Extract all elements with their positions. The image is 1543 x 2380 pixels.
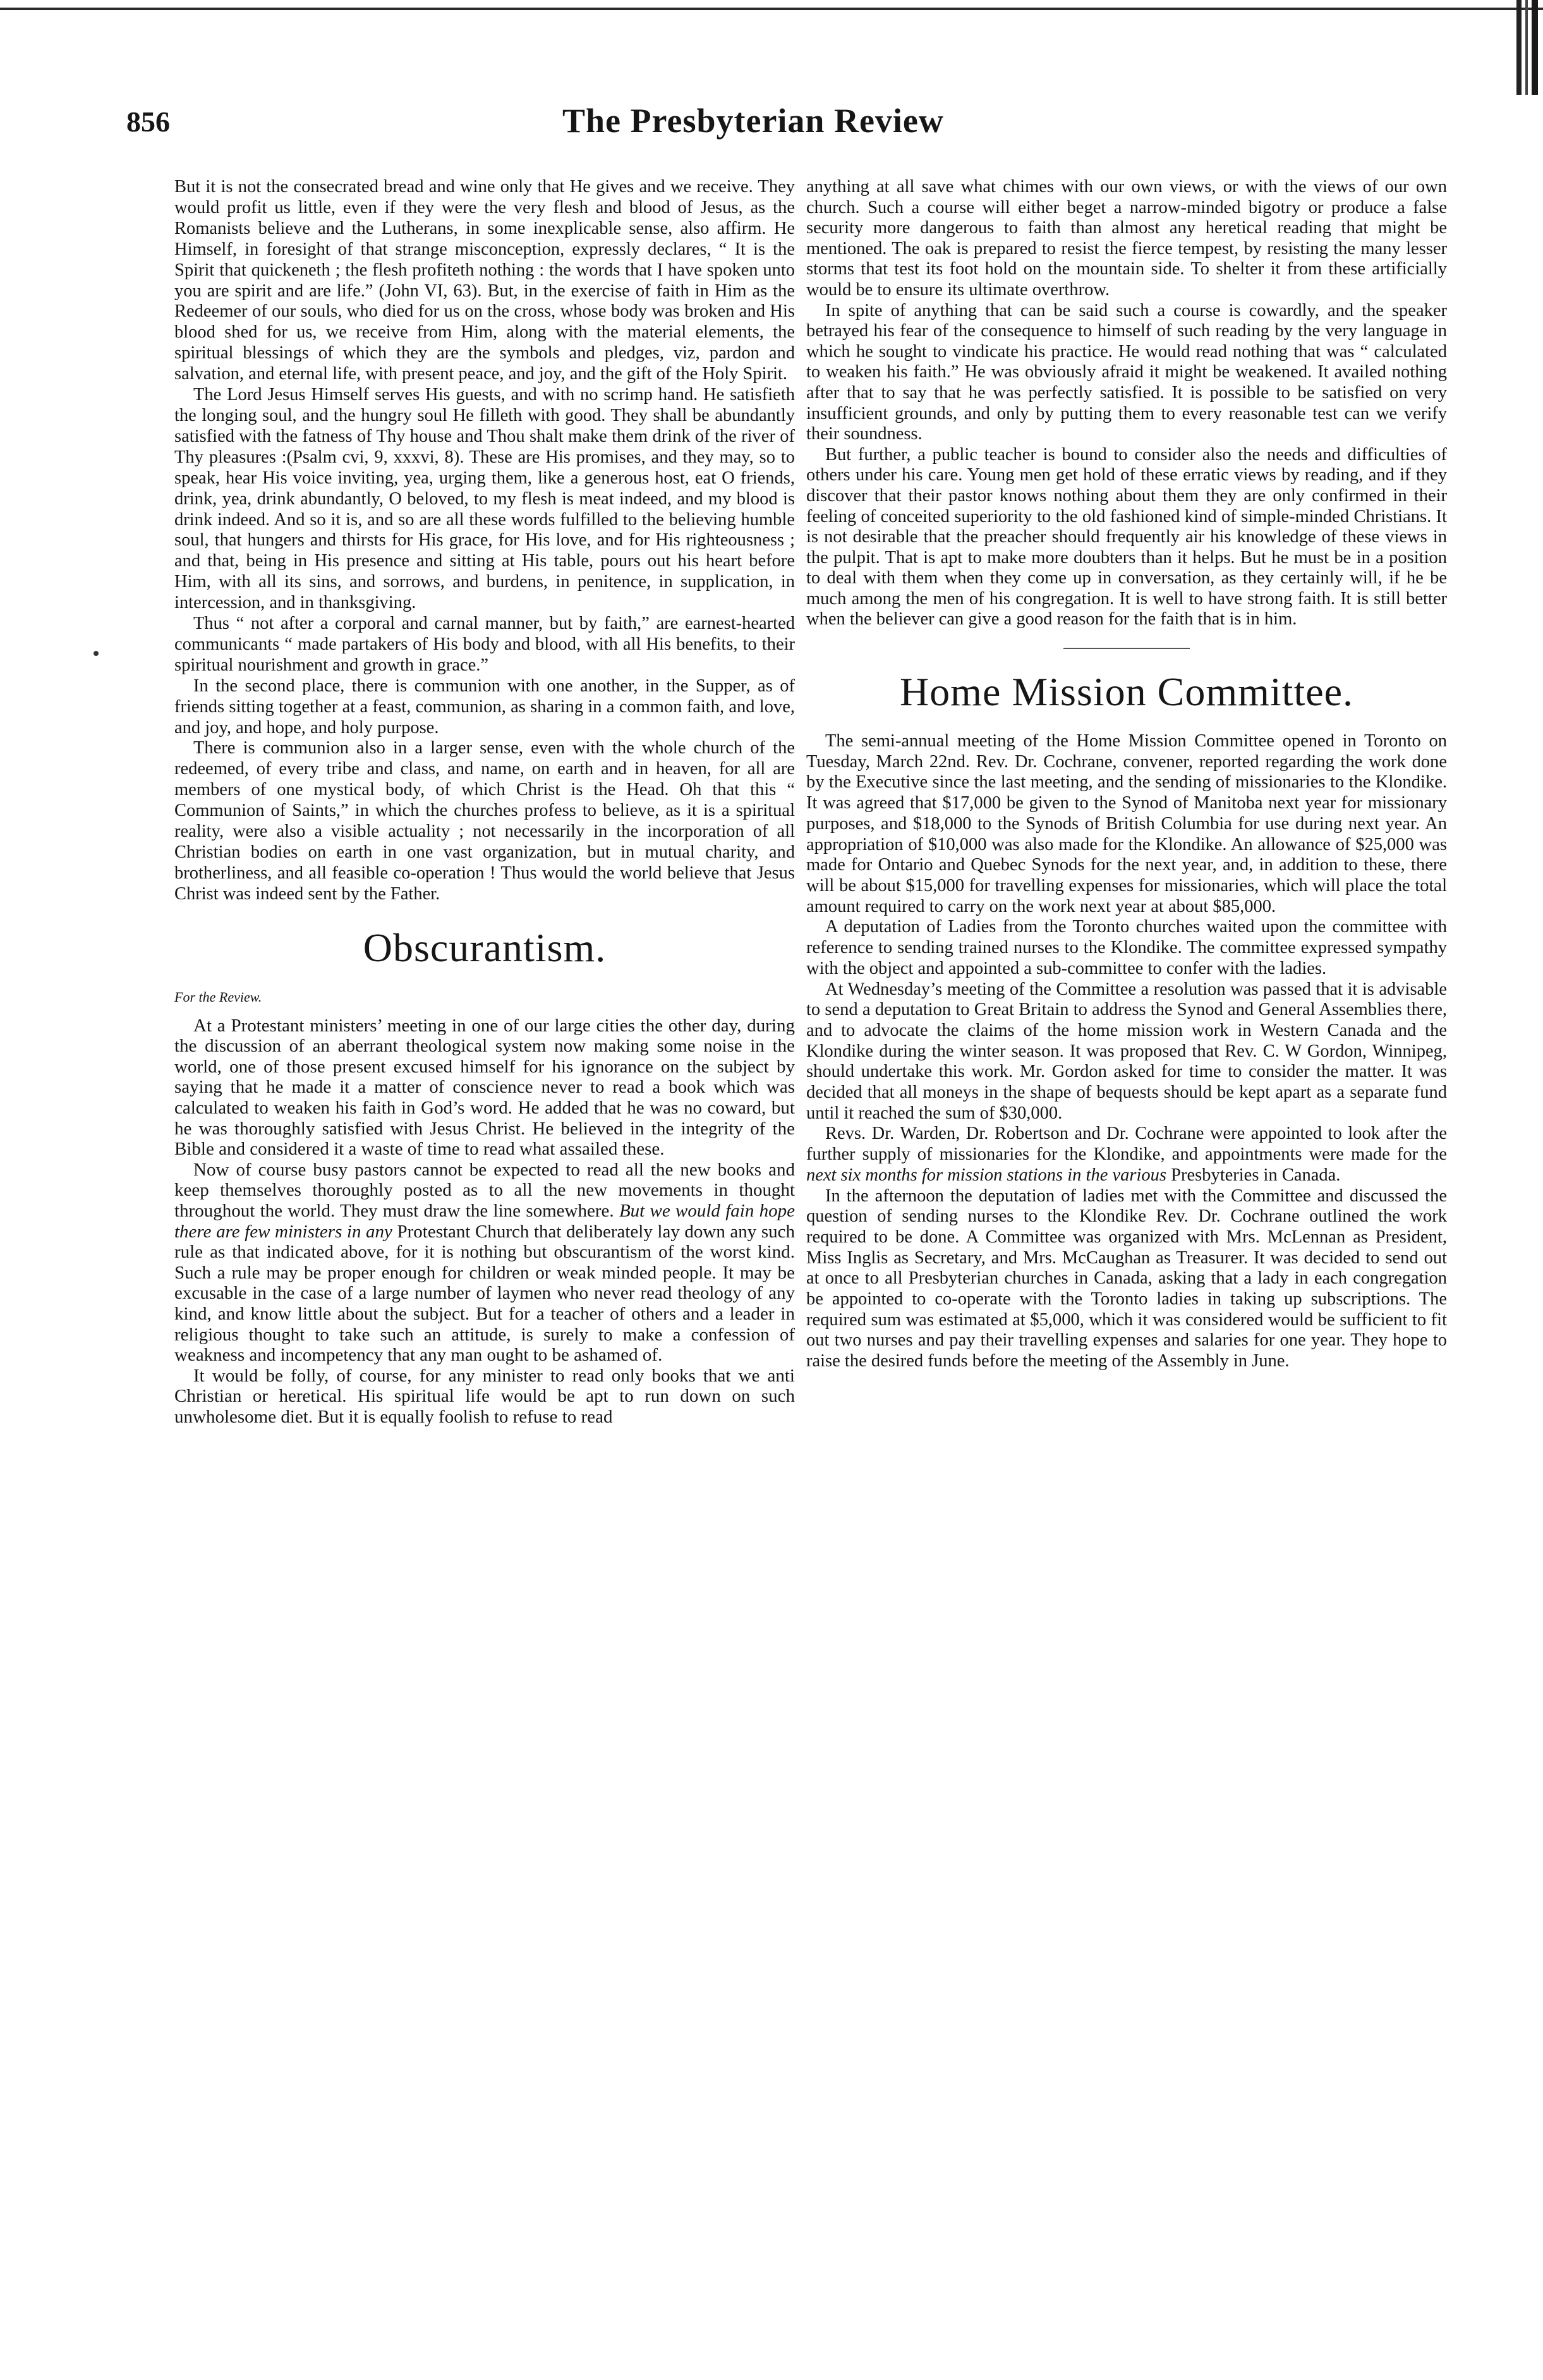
article-paragraph: But it is not the consecrated bread and wine only that He gives and we receive. They would profit us little, even if they were the very flesh and blood of Jesus, as the Romanists believe and the Lutherans, in some inexplicable sense, also affirm. He Himself, in foresight of that strange misconception, expressly declares, “ It is the Spirit that quickeneth ; the flesh profiteth nothing : the words that I have spoken unto you are spirit and are life.” (John VI, 63). But, in the exercise of faith in Him as the Redeemer of our souls, who died for us on the cross, whose body was broken and His blood shed for us, we receive from Him, along with the material elements, the spiritual blessings of which they are the symbols and pledges, viz, pardon and salvation, and eternal life, with present peace, and joy, and the gift of the Holy Spirit. <box>174 177 795 384</box>
article-paragraph: In the second place, there is communion with one another, in the Supper, as of friends sitting together at a feast, communion, as sharing in a common faith, and love, and joy, and hope, and holy purpose. <box>174 676 795 738</box>
article-text: Presbyteries in Canada. <box>1166 1165 1341 1185</box>
italic-phrase: But we would fain hope there are few ministers in any <box>174 1200 795 1242</box>
article-paragraph: The semi-annual meeting of the Home Mission Committee opened in Toronto on Tuesday, March 22nd. Rev. Dr. Cochrane, convener, reported regarding the work done by the Executive since the last meeting, and the sending of missionaries to the Klondike. It was agreed that $17,000 be given to the Synod of Manitoba next year for missionary purposes, and $18,000 to the Synods of British Columbia for use during next year. An appropriation of $10,000 was also made for the Klondike. An allowance of $25,000 was made for Ontario and Quebec Synods for the next year, and, in addition to these, there will be about $15,000 for travelling expenses for missionaries, which will place the total amount required to carry on the work next year at about $85,000. <box>806 731 1447 916</box>
obscurantism-article <box>174 1016 795 1428</box>
article-paragraph: But further, a public teacher is bound to consider also the needs and difficulties of others under his care. Young men get hold of these erratic views by reading, and if they discover that their pastor knows nothing about them they are only confirmed in their feeling of conceited superiority to the old fashioned kind of simple-minded Christians. It is not desirable that the preacher should frequently air his knowledge of these views in the pulpit. That is apt to make more doubters than it helps. But he must be in a position to deal with them when they come up in conversation, as they certainly will, if he be much among the men of his congregation. It is well to have strong faith. It is still better when the believer can give a good reason for the faith that is in him. <box>806 444 1447 629</box>
italic-phrase: next six months for mission stations in the various <box>806 1165 1166 1185</box>
obscurantism-byline: For the Review. <box>174 988 262 1005</box>
communion-article <box>174 177 795 905</box>
article-text: Revs. Dr. Warden, Dr. Robertson and Dr. Cochrane were appointed to look after the further supply of missionaries for the Klondike, and appointments were made for the <box>806 1124 1447 1165</box>
left-column <box>174 177 795 2351</box>
article-paragraph: It would be folly, of course, for any minister to read only books that we anti Christian or heretical. His spiritual life would be apt to run down on such unwholesome diet. But it is equally foolish to refuse to read <box>174 1365 795 1427</box>
article-paragraph: anything at all save what chimes with our own views, or with the views of our own church. Such a course will either beget a narrow-minded bigotry or produce a false security more dangerous to faith than almost any heretical reading that might be mentioned. The oak is prepared to resist the fierce tempest, by resisting the many lesser storms that test its foot hold on the mountain side. To shelter it from these artificially would be to ensure its ultimate overthrow. <box>806 177 1447 300</box>
page-number: 856 <box>126 106 170 138</box>
article-paragraph: The Lord Jesus Himself serves His guests, and with no scrimp hand. He satisfieth the longing soul, and the hungry soul He filleth with good. They shall be abundantly satisfied with the fatness of Thy house and Thou shalt make them drink of the river of Thy pleasures :(Psalm cvi, 9, xxxvi, 8). These are His promises, and they may, so to speak, hear His voice inviting, yea, urging them, like a generous host, eat O friends, drink, yea, drink abundantly, O beloved, to my flesh is meat indeed, and my blood is drink indeed. And so it is, and so are all these words fulfilled to the believing humble soul, that hungers and thirsts for His grace, for His love, and for His righteousness ; and that, being in His presence and sitting at His table, pours out his heart before Him, with all its sins, and sorrows, and burdens, in penitence, in supplication, in intercession, and in thanksgiving. <box>174 385 795 613</box>
article-text: Now of course busy pastors cannot be expected to read all the new books and keep themselves thoroughly posted as to all the new movements in thought throughout the world. They must draw the line somewhere. <box>174 1159 795 1221</box>
margin-mark <box>94 651 99 656</box>
article-paragraph: In spite of anything that can be said such a course is cowardly, and the speaker betrayed his fear of the consequence to himself of such reading by the very language in which he sought to vindicate his practice. He would read nothing that was “ calculated to weaken his faith.” He was obviously afraid it might be weakened. It availed nothing after that to say that he was perfectly satisfied. It is possible to be satisfied on very insufficient grounds, and only by putting them to every reasonable test can we verify their soundness. <box>806 300 1447 444</box>
home-mission-article <box>806 731 1447 1372</box>
article-text: Protestant Church that deliberately lay down any such rule as that indicated above, for it is nothing but obscurantism of the worst kind. Such a rule may be proper enough for children or weak minded people. It may be excusable in the case of a large number of laymen who never read theology of any kind, and know little about the subject. But for a teacher of others and a leader in religious thought to take such an attitude, is surely to make a confession of weakness and incompetency that any man ought to be ashamed of. <box>174 1221 795 1366</box>
section-divider <box>1063 648 1190 649</box>
journal-title: The Presbyterian Review <box>562 102 944 140</box>
article-paragraph: There is communion also in a larger sense, even with the whole church of the redeemed, of every tribe and class, and name, on earth and in heaven, for all are members of one mystical body, of which Christ is the Head. Oh that this “ Communion of Saints,” in which the churches profess to believe, as it is a spiritual reality, were also a visible actuality ; not necessarily in the incorporation of all Christian bodies on earth in one vast organization, but in mutual charity, and brotherliness, and all feasible co-operation ! Thus would the world believe that Jesus Christ was indeed sent by the Father. <box>174 738 795 904</box>
article-paragraph: At a Protestant ministers’ meeting in one of our large cities the other day, during the discussion of an aberrant theological system now making some noise in the world, one of those present excused himself for his ignorance on the subject by saying that he made it a matter of conscience never to read a book which was calculated to weaken his faith in God’s word. He added that he was no coward, but he was thoroughly satisfied with Jesus Christ. He believed in the integrity of the Bible and considered it a waste of time to read what assailed these. <box>174 1015 795 1160</box>
right-column <box>806 177 1447 2351</box>
article-paragraph: At Wednesday’s meeting of the Committee a resolution was passed that it is advisable to send a deputation to Great Britain to address the Synod and General Assemblies there, and to advocate the claims of the home mission work in Western Canada and the Klondike during the winter season. It was proposed that Rev. C. W Gordon, Winnipeg, should undertake this work. Mr. Gordon asked for time to consider the matter. It was decided that all moneys in the shape of bequests should be kept apart as a separate fund until it reached the sum of $30,000. <box>806 979 1447 1123</box>
article-paragraph <box>174 1160 795 1366</box>
page-edge-binding <box>1513 0 1542 95</box>
article-paragraph: A deputation of Ladies from the Toronto churches waited upon the committee with reference to sending trained nurses to the Klondike. The committee expressed sympathy with the object and appointed a sub-committee to confer with the ladies. <box>806 917 1447 978</box>
home-mission-heading: Home Mission Committee. <box>899 669 1354 715</box>
obscurantism-continued <box>806 177 1447 630</box>
obscurantism-heading: Obscurantism. <box>363 925 607 970</box>
article-paragraph <box>806 1124 1447 1186</box>
article-paragraph: Thus “ not after a corporal and carnal manner, but by faith,” are earnest-hearted communicants “ made partakers of His body and blood, with all His benefits, to their spiritual nourishment and growth in grace.” <box>174 614 795 675</box>
article-paragraph: In the afternoon the deputation of ladies met with the Committee and discussed the question of sending nurses to the Klondike Rev. Dr. Cochrane outlined the work required to be done. A Committee was organized with Mrs. McLennan as President, Miss Inglis as Secretary, and Mrs. McCaughan as Treasurer. It was decided to send out at once to all Presbyterian churches in Canada, asking that a lady in each congregation be appointed to co-operate with the Toronto ladies in taking up subscriptions. The required sum was estimated at $5,000, which it was considered would be sufficient to fit out two nurses and pay their travelling expenses and salaries for one year. They hope to raise the desired funds before the meeting of the Assembly in June. <box>806 1186 1447 1371</box>
top-border-rule <box>0 8 1543 10</box>
